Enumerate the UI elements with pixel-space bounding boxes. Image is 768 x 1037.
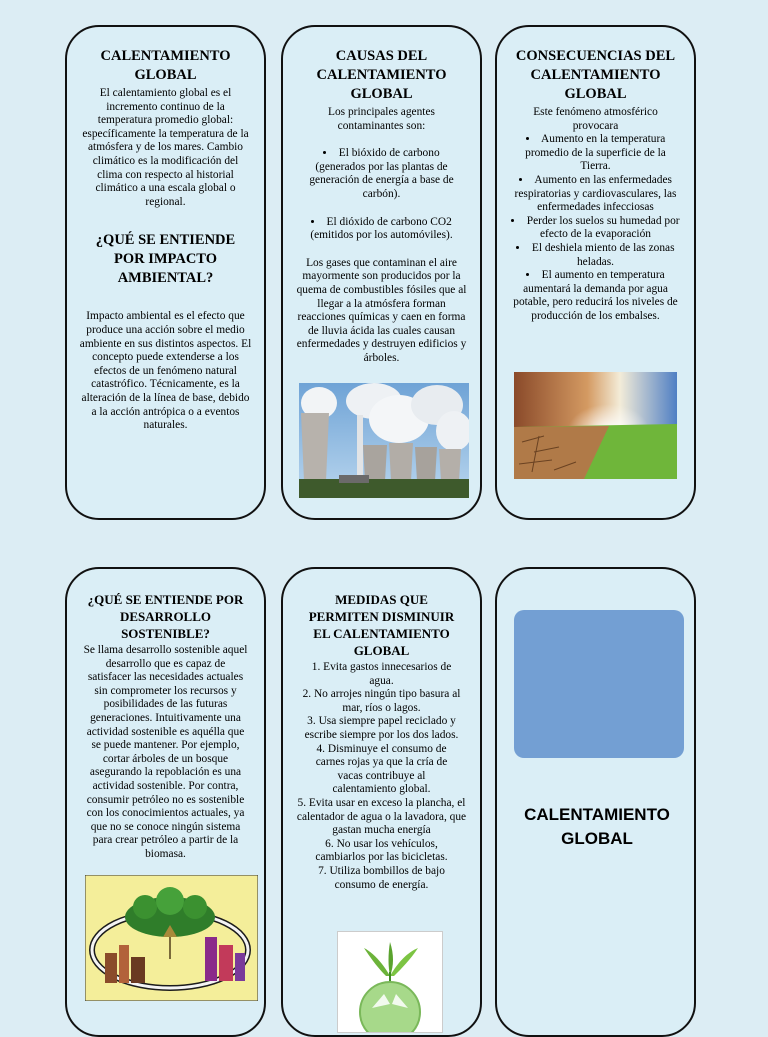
- panel5-list: [295, 661, 468, 892]
- panel1-title: CALENTAMIENTO GLOBAL: [100, 48, 231, 83]
- cover-color-block: [514, 610, 684, 758]
- panel2-item: • El bióxido de carbono (generados por las plantas de generación de energía a base de carbón).: [299, 147, 464, 201]
- panel3-item: • El deshiela miento de las zonas heladas.: [511, 242, 680, 269]
- panel3-intro: Este fenómeno atmosférico provocara: [533, 106, 658, 132]
- panel5-title: MEDIDAS QUE PERMITEN DISMINUIR EL CALENTAMIENTO GLOBAL: [308, 592, 455, 658]
- panel2-text: Los gases que contaminan el aire mayormente son producidos por la quema de combustibles fósiles que al llegar a la atmósfera forman reacciones químicas y caen en forma de lluvia ácida las cuales causan enfermedades y destruyen edificios y árboles.: [296, 256, 467, 364]
- panel1-title2: ¿QUÉ SE ENTIENDE POR IMPACTO AMBIENTAL?: [95, 232, 236, 287]
- panel5-item: 3. Usa siempre papel reciclado y escribe siempre por los dos lados.: [304, 715, 459, 741]
- panel5-item: 1. Evita gastos innecesarios de agua.: [311, 661, 452, 687]
- panel-desarrollo-sostenible: [65, 567, 266, 1037]
- panel3-item: • Aumento en las enfermedades respiratorias y cardiovasculares, las enfermedades infecciosas: [511, 174, 680, 215]
- panel3-item: • Aumento en la temperatura promedio de la superficie de la Tierra.: [511, 133, 680, 174]
- recycle-globe-image: [337, 931, 443, 1033]
- panel4-title: ¿QUÉ SE ENTIENDE POR DESARROLLO SOSTENIBLE?: [87, 592, 244, 641]
- panel6-title: CALENTAMIENTO GLOBAL: [524, 805, 670, 848]
- panel2-item: • El dióxido de carbono CO2 (emitidos por los automóviles).: [299, 216, 464, 243]
- panel5-item: 5. Evita usar en exceso la plancha, el calentador de agua o la lavadora, que gastan mucha energía: [296, 796, 467, 837]
- panel-causas: [281, 25, 482, 520]
- panel2-title: CAUSAS DEL CALENTAMIENTO GLOBAL: [316, 48, 447, 102]
- panel3-item: • Perder los suelos su humedad por efecto de la evaporación: [511, 215, 680, 242]
- panel3-item: • El aumento en temperatura aumentará la demanda por agua potable, pero reducirá los niveles de producción de los embalses.: [511, 269, 680, 323]
- power-plant-image: [299, 383, 469, 498]
- panel5-item: 6. No usar los vehículos, cambiarlos por las bicicletas.: [315, 837, 448, 864]
- panel-consecuencias: [495, 25, 696, 520]
- dry-land-image: [514, 372, 677, 479]
- panel5-item: 2. No arrojes ningún tipo basura al mar, ríos o lagos.: [302, 688, 461, 714]
- panel-medidas: [281, 567, 482, 1037]
- sustainability-image: [85, 875, 258, 1001]
- panel1-text2: Impacto ambiental es el efecto que produce una acción sobre el medio ambiente en sus distintos aspectos. El concepto puede extenderse a los efectos de un fenómeno natural catastrófico. Técnicamente, es la alteración de la línea de base, debido a la acción antrópica o a eventos naturales.: [79, 310, 252, 432]
- panel4-text: Se llama desarrollo sostenible aquel desarrollo que es capaz de satisfacer las necesidades actuales sin comprometer los recursos y posibilidades de las futuras generaciones. Intuitivamente una actividad sostenible es aquélla que se puede mantener. Por ejemplo, cortar árboles de un bosque asegurando la repoblación es una actividad sostenible. Por contra, consumir petróleo no es sostenible con los conocimientos actuales, ya que no se conoce ningún sistema para crear petróleo a partir de la biomasa.: [83, 644, 248, 860]
- panel2-intro: Los principales agentes contaminantes son:: [328, 106, 435, 132]
- panel5-item: 7. Utiliza bombillos de bajo consumo de energía.: [318, 864, 445, 891]
- panel3-list: [511, 133, 680, 323]
- panel1-text1: El calentamiento global es el incremento continuo de la temperatura promedio global: específicamente la temperatura de la atmósfera y de los mares. Cambio climático es la modificación del clima con respecto al historial climático a una escala global o regional.: [82, 87, 249, 208]
- panel3-title: CONSECUENCIAS DEL CALENTAMIENTO GLOBAL: [515, 48, 676, 102]
- panel-cover: [495, 567, 696, 1037]
- panel5-item: 4. Disminuye el consumo de carnes rojas ya que la cría de vacas contribuye al calentamiento global.: [315, 742, 448, 796]
- panel-calentamiento-global: [65, 25, 266, 520]
- panel2-list: [295, 147, 468, 243]
